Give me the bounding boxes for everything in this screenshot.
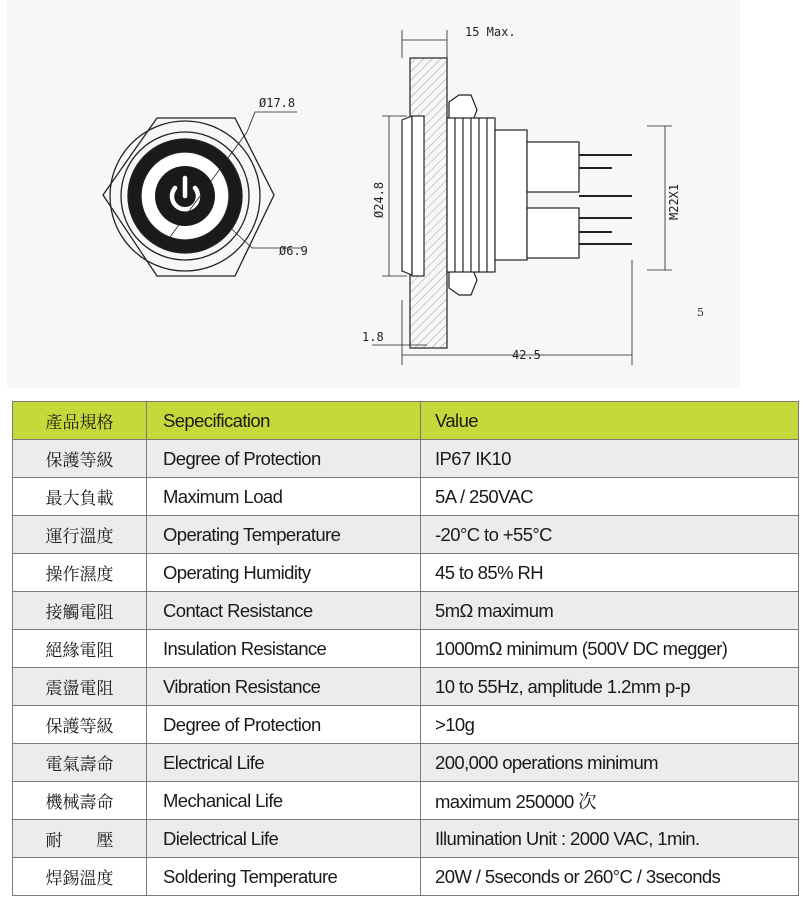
row-zh-label: 保護等級 — [13, 706, 147, 744]
dim-body-diameter: Ø24.8 — [372, 181, 386, 218]
table-row — [13, 668, 799, 706]
dim-outer-diameter: Ø17.8 — [259, 96, 296, 110]
table-row — [13, 592, 799, 630]
row-spec-label: Insulation Resistance — [147, 630, 421, 668]
row-value: 5mΩ maximum — [421, 592, 799, 630]
table-row — [13, 782, 799, 820]
row-spec-label: Electrical Life — [147, 744, 421, 782]
side-view — [402, 58, 632, 348]
row-zh-label: 耐 壓 — [13, 820, 147, 858]
dim-bezel: 1.8 — [362, 330, 384, 344]
table-row — [13, 478, 799, 516]
row-value: 20W / 5seconds or 260°C / 3seconds — [421, 858, 799, 896]
row-zh-label: 運行溫度 — [13, 516, 147, 554]
table-row — [13, 516, 799, 554]
row-zh-label: 接觸電阻 — [13, 592, 147, 630]
row-value: 5A / 250VAC — [421, 478, 799, 516]
table-row — [13, 858, 799, 896]
row-zh-label: 絕緣電阻 — [13, 630, 147, 668]
row-spec-label: Vibration Resistance — [147, 668, 421, 706]
header-zh: 產品規格 — [13, 402, 147, 440]
front-view — [103, 112, 302, 276]
table-row — [13, 440, 799, 478]
row-zh-label: 機械壽命 — [13, 782, 147, 820]
row-value: 1000mΩ minimum (500V DC megger) — [421, 630, 799, 668]
technical-drawing — [7, 0, 740, 388]
table-row — [13, 744, 799, 782]
table-header-row — [13, 402, 799, 440]
row-spec-label: Contact Resistance — [147, 592, 421, 630]
row-value: 10 to 55Hz, amplitude 1.2mm p-p — [421, 668, 799, 706]
drawing-svg — [7, 0, 740, 388]
header-specification: Sepecification — [147, 402, 421, 440]
row-spec-label: Dielectrical Life — [147, 820, 421, 858]
dim-inner-diameter: Ø6.9 — [279, 244, 308, 258]
dim-length: 42.5 — [512, 348, 541, 362]
row-zh-label: 最大負載 — [13, 478, 147, 516]
row-value: IP67 IK10 — [421, 440, 799, 478]
table-row — [13, 706, 799, 744]
specification-table — [12, 401, 799, 896]
row-value: >10g — [421, 706, 799, 744]
row-value: maximum 250000 次 — [421, 782, 799, 820]
row-zh-label: 操作濕度 — [13, 554, 147, 592]
table-row — [13, 820, 799, 858]
row-spec-label: Operating Humidity — [147, 554, 421, 592]
row-spec-label: Operating Temperature — [147, 516, 421, 554]
table-row — [13, 630, 799, 668]
row-value: Illumination Unit : 2000 VAC, 1min. — [421, 820, 799, 858]
row-value: -20°C to +55°C — [421, 516, 799, 554]
row-zh-label: 電氣壽命 — [13, 744, 147, 782]
row-spec-label: Degree of Protection — [147, 440, 421, 478]
dim-max-thickness: 15 Max. — [465, 25, 516, 39]
row-zh-label: 焊錫溫度 — [13, 858, 147, 896]
row-spec-label: Maximum Load — [147, 478, 421, 516]
dim-thread: M22X1 — [667, 183, 681, 220]
page-number: 5 — [697, 306, 704, 319]
row-zh-label: 震盪電阻 — [13, 668, 147, 706]
row-zh-label: 保護等級 — [13, 440, 147, 478]
table-row — [13, 554, 799, 592]
row-value: 45 to 85% RH — [421, 554, 799, 592]
row-value: 200,000 operations minimum — [421, 744, 799, 782]
row-spec-label: Degree of Protection — [147, 706, 421, 744]
header-value: Value — [421, 402, 799, 440]
row-spec-label: Mechanical Life — [147, 782, 421, 820]
row-spec-label: Soldering Temperature — [147, 858, 421, 896]
